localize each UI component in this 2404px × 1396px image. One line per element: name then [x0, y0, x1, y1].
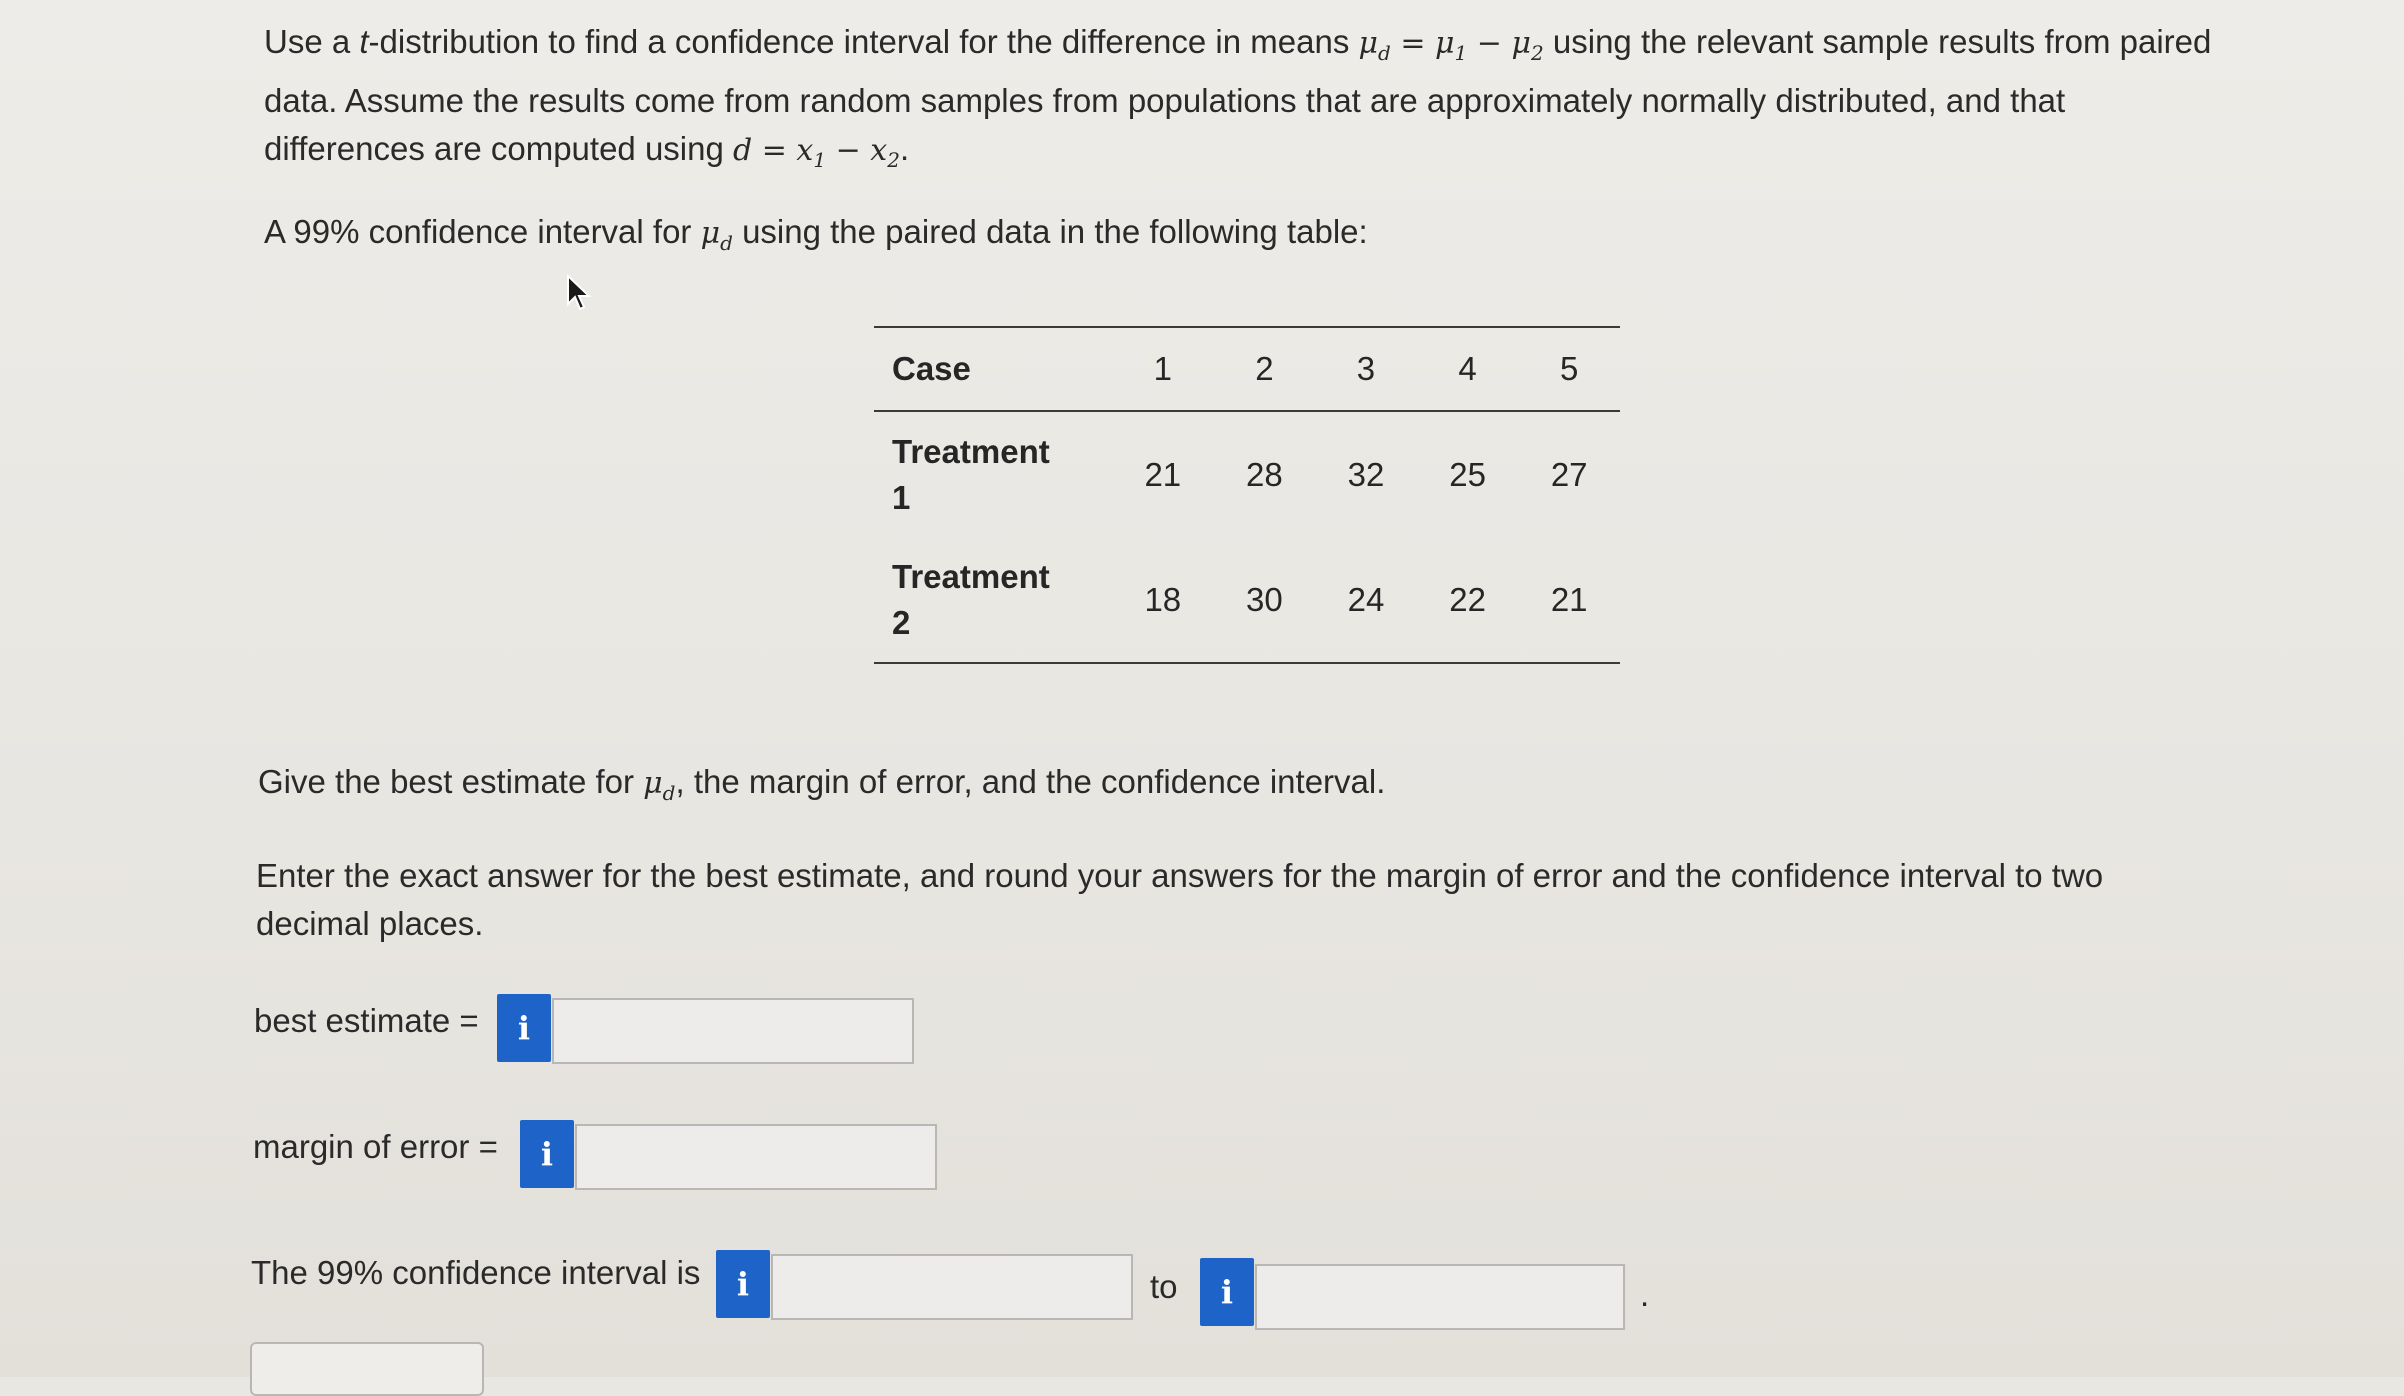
mouse-pointer-icon — [566, 274, 592, 314]
difference-formula: $d = x_1 - x_2$ — [733, 133, 900, 172]
row-label-line1: Treatment — [892, 557, 1050, 595]
table-row-treatment-2 — [874, 537, 1620, 663]
submit-button-partial[interactable] — [250, 1342, 484, 1396]
table-cell: 18 — [1144, 580, 1182, 618]
interval-lower-input[interactable] — [773, 1256, 1131, 1318]
margin-of-error-input[interactable] — [577, 1126, 935, 1188]
interval-upper-input-box — [1255, 1264, 1625, 1330]
info-icon[interactable]: i — [520, 1120, 574, 1188]
row-label-line1: Treatment — [892, 432, 1050, 470]
table-cell: 30 — [1246, 580, 1283, 618]
info-icon[interactable]: i — [497, 994, 551, 1062]
info-icon[interactable]: i — [1200, 1258, 1254, 1326]
interval-upper-input[interactable] — [1257, 1266, 1623, 1328]
intro-text-1: Use a — [264, 23, 360, 60]
table-cell: 21 — [1550, 580, 1588, 618]
table-cell: 27 — [1550, 455, 1588, 493]
trailing-period: . — [1640, 1276, 1650, 1313]
paired-data-table — [874, 326, 1620, 664]
margin-of-error-input-box — [575, 1124, 937, 1190]
table-cell: 24 — [1347, 580, 1385, 618]
case-number: 1 — [1153, 350, 1172, 387]
interval-lower-input-box — [771, 1254, 1133, 1320]
row-label-line2: 1 — [892, 478, 911, 516]
case-header: Case — [892, 350, 971, 387]
table-cell: 22 — [1449, 580, 1486, 618]
row-label-line2: 2 — [892, 603, 911, 641]
case-number: 5 — [1560, 350, 1579, 387]
best-estimate-label: best estimate = — [254, 1002, 479, 1039]
best-estimate-input[interactable] — [554, 1000, 912, 1062]
give-text-before: Give the best estimate for — [258, 763, 644, 800]
table-cell: 28 — [1246, 455, 1283, 493]
table-cell: 21 — [1144, 455, 1182, 493]
margin-of-error-label: margin of error = — [253, 1128, 498, 1165]
t-letter: t — [359, 23, 369, 60]
mu-d-symbol: $\mu_d$ — [643, 766, 676, 805]
info-icon[interactable]: i — [716, 1250, 770, 1318]
mean-difference-formula: $\mu_d = \mu_1 - \mu_2$ — [1358, 26, 1544, 65]
give-instruction — [258, 758, 1385, 817]
best-estimate-input-box — [552, 998, 914, 1064]
case-number: 4 — [1458, 350, 1477, 387]
intro-text-4: . — [899, 130, 910, 167]
table-cell: 25 — [1449, 455, 1486, 493]
mu-d-symbol: $\mu_d$ — [700, 216, 733, 255]
ci-text-after: using the paired data in the following table: — [732, 213, 1368, 250]
intro-text-3: using the relevant sample results from paired data. Assume the results come from random samples from populations that are approximately normally distributed, and that differences are computed using — [264, 23, 2212, 167]
ci-instruction — [264, 208, 1368, 267]
to-label: to — [1150, 1268, 1178, 1305]
problem-intro — [264, 18, 2224, 184]
table-cell: 32 — [1347, 455, 1385, 493]
ci-text-before: A 99% confidence interval for — [264, 213, 701, 250]
row-label-treatment-2 — [874, 537, 1112, 663]
confidence-interval-label: The 99% confidence interval is — [251, 1254, 701, 1291]
give-text-after: , the margin of error, and the confidence interval. — [675, 763, 1386, 800]
table-row-treatment-1 — [874, 411, 1620, 537]
case-number: 2 — [1255, 350, 1274, 387]
case-number: 3 — [1356, 350, 1376, 387]
intro-text-2: -distribution to find a confidence interval for the difference in means — [368, 23, 1359, 60]
table-header-row — [874, 327, 1620, 411]
rounding-instruction: Enter the exact answer for the best estimate, and round your answers for the margin of error and the confidence interval to two decimal places. — [256, 857, 2104, 942]
row-label-treatment-1 — [874, 411, 1112, 537]
